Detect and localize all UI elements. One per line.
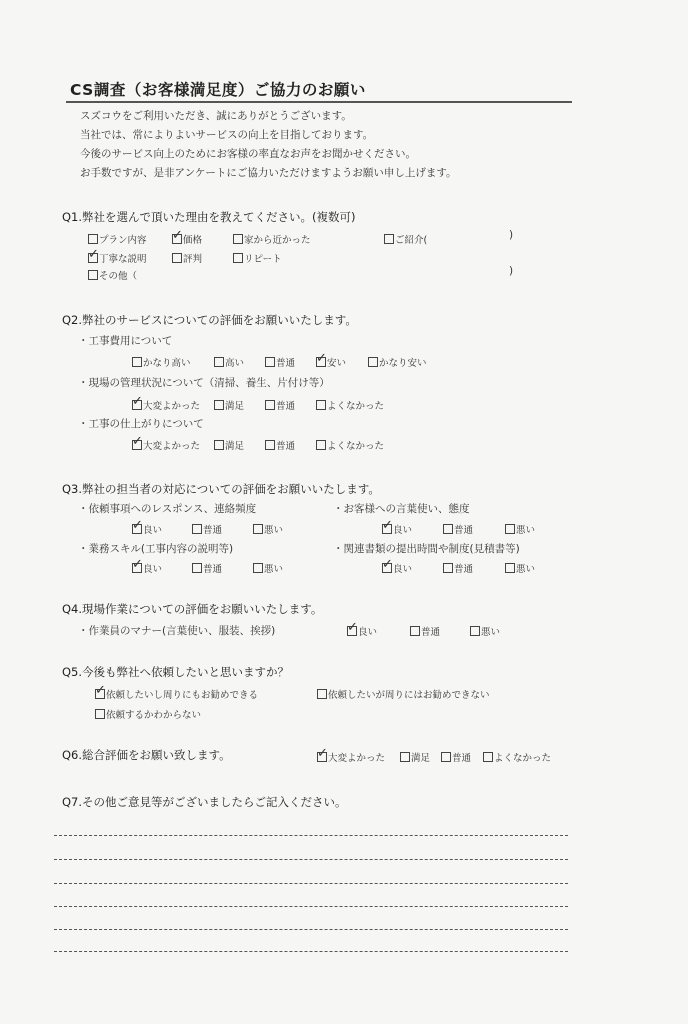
checkbox[interactable] [443,524,453,534]
q6-satisfied[interactable]: 満足 [400,750,430,764]
q2-finish-satisfied[interactable]: 満足 [214,438,244,452]
checkbox[interactable] [316,400,326,410]
checkbox[interactable] [132,557,143,573]
checkbox[interactable] [368,357,378,367]
checkbox[interactable] [384,234,394,244]
checkbox[interactable] [505,524,515,534]
q3-manners-normal[interactable]: 普通 [443,522,473,536]
comment-line-1[interactable] [54,835,568,836]
q1-option-plan[interactable]: プラン内容 [88,232,147,246]
q5-no-recommend[interactable]: 依頼したいが周りにはお勧めできない [317,687,490,701]
q6-not-good[interactable]: よくなかった [483,750,551,764]
title-underline [66,101,572,103]
checkbox[interactable] [233,234,243,244]
handwritten-check-mark-icon: ✓ [172,228,183,243]
q2-site-normal[interactable]: 普通 [265,398,295,412]
handwritten-check-mark-icon: ✓ [347,620,358,635]
checkbox[interactable] [95,683,106,699]
q1-other-close-paren: ) [509,265,514,277]
checkbox[interactable] [265,440,275,450]
q1-option-price[interactable]: ✓ 価格 [172,228,203,246]
checkbox[interactable] [214,400,224,410]
q6-question: Q6.総合評価をお願い致します。 [62,748,231,762]
q5-unsure[interactable]: 依頼するかわからない [95,707,201,721]
q5-recommend[interactable]: ✓ 依頼したいし周りにもお勧めできる [95,683,259,701]
checkbox[interactable] [253,563,263,573]
comment-line-2[interactable] [54,859,568,860]
handwritten-check-mark-icon: ✓ [382,557,393,572]
q3-documents-normal[interactable]: 普通 [443,561,473,575]
checkbox[interactable] [88,247,99,263]
handwritten-check-mark-icon: ✓ [132,434,143,449]
checkbox[interactable] [441,752,451,762]
checkbox[interactable] [132,434,143,450]
q2-site-very-good[interactable]: ✓ 大変よかった [132,394,201,412]
q2-cost-cheap[interactable]: ✓ 安い [316,351,347,369]
handwritten-check-mark-icon: ✓ [88,247,99,262]
handwritten-check-mark-icon: ✓ [382,518,393,533]
intro-line-2: 当社では、常によりよいサービスの向上を目指しております。 [80,129,374,141]
checkbox[interactable] [233,253,243,263]
q1-option-reputation[interactable]: 評判 [172,251,202,265]
checkbox[interactable] [400,752,410,762]
handwritten-check-mark-icon: ✓ [316,351,327,366]
q2-cost-very-cheap[interactable]: かなり安い [368,355,427,369]
handwritten-check-mark-icon: ✓ [132,518,143,533]
q4-question: Q4.現場作業についての評価をお願いいたします。 [62,602,323,616]
checkbox[interactable] [470,626,480,636]
q1-option-near-home[interactable]: 家から近かった [233,232,311,246]
checkbox[interactable] [88,270,98,280]
checkbox[interactable] [443,563,453,573]
checkbox[interactable] [317,689,327,699]
q3-documents-bad[interactable]: 悪い [505,561,535,575]
q3-response-bad[interactable]: 悪い [253,522,283,536]
q3-skills-normal[interactable]: 普通 [192,561,222,575]
checkbox[interactable] [347,620,358,636]
q6-normal[interactable]: 普通 [441,750,471,764]
checkbox[interactable] [172,253,182,263]
q7-question: Q7.その他ご意見等がございましたらご記入ください。 [62,795,347,809]
q3-response-good[interactable]: ✓ 良い [132,518,163,536]
comment-line-4[interactable] [54,906,568,907]
q2-question: Q2.弊社のサービスについての評価をお願いいたします。 [62,313,357,327]
q3-skills-bad[interactable]: 悪い [253,561,283,575]
q1-option-other[interactable]: その他（ [88,268,137,282]
handwritten-check-mark-icon: ✓ [132,557,143,572]
intro-line-4: お手数ですが、是非アンケートにご協力いただけますようお願い申し上げます。 [80,167,457,179]
q2-cost-very-high[interactable]: かなり高い [132,355,191,369]
intro-line-1: スズコウをご利用いただき、誠にありがとうございます。 [80,110,352,122]
comment-line-3[interactable] [54,883,568,884]
q2-finish-normal[interactable]: 普通 [265,438,295,452]
q3-documents-good[interactable]: ✓ 良い [382,557,413,575]
checkbox[interactable] [214,440,224,450]
checkbox[interactable] [172,228,183,244]
checkbox[interactable] [253,524,263,534]
q2-item-finish: ・工事の仕上がりについて [78,418,204,430]
checkbox[interactable] [265,400,275,410]
comment-line-5[interactable] [54,929,568,930]
checkbox[interactable] [316,351,327,367]
q3-question: Q3.弊社の担当者の対応についての評価をお願いいたします。 [62,482,380,496]
checkbox[interactable] [132,357,142,367]
intro-line-3: 今後のサービス向上のためにお客様の率直なお声をお聞かせください。 [80,148,416,160]
q3-skills-good[interactable]: ✓ 良い [132,557,163,575]
q4-item-manners: ・作業員のマナー(言葉使い、服装、挨拶) [78,625,276,637]
checkbox[interactable] [483,752,493,762]
checkbox[interactable] [265,357,275,367]
q3-item-response: ・依頼事項へのレスポンス、連絡頻度 [78,503,257,515]
q4-good[interactable]: ✓ 良い [347,620,378,638]
q4-bad[interactable]: 悪い [470,624,500,638]
checkbox[interactable] [214,357,224,367]
page-title: CS調査（お客様満足度）ご協力のお願い [70,81,366,99]
q3-response-normal[interactable]: 普通 [192,522,222,536]
handwritten-check-mark-icon: ✓ [95,683,106,698]
checkbox[interactable] [95,709,105,719]
q3-item-documents: ・関連書類の提出時間や制度(見積書等) [333,543,520,555]
handwritten-check-mark-icon: ✓ [132,394,143,409]
checkbox[interactable] [192,524,202,534]
checkbox[interactable] [505,563,515,573]
comment-line-6[interactable] [54,951,568,952]
q1-referral-close-paren: ) [509,229,514,241]
q6-very-good[interactable]: ✓ 大変よかった [317,746,386,764]
handwritten-check-mark-icon: ✓ [317,746,328,761]
q5-question: Q5.今後も弊社へ依頼したいと思いますか？ [62,665,290,679]
q2-finish-very-good[interactable]: ✓ 大変よかった [132,434,201,452]
q1-option-careful-explanation[interactable]: ✓ 丁寧な説明 [88,247,147,265]
checkbox[interactable] [132,518,143,534]
q1-question: Q1.弊社を選んで頂いた理由を教えてください。(複数可) [62,210,356,224]
q2-cost-normal[interactable]: 普通 [265,355,295,369]
q2-item-site-management: ・現場の管理状況について（清掃、養生、片付け等） [78,377,330,389]
checkbox[interactable] [88,234,98,244]
q1-option-referral[interactable]: ご紹介( [384,232,427,246]
q2-site-satisfied[interactable]: 満足 [214,398,244,412]
q4-normal[interactable]: 普通 [410,624,440,638]
checkbox[interactable] [132,394,143,410]
checkbox[interactable] [382,518,393,534]
q2-site-not-good[interactable]: よくなかった [316,398,384,412]
checkbox[interactable] [192,563,202,573]
checkbox[interactable] [316,440,326,450]
q3-manners-bad[interactable]: 悪い [505,522,535,536]
q2-finish-not-good[interactable]: よくなかった [316,438,384,452]
q3-item-skills: ・業務スキル(工事内容の説明等) [78,543,234,555]
q3-manners-good[interactable]: ✓ 良い [382,518,413,536]
q2-item-cost: ・工事費用について [78,335,173,347]
q2-cost-high[interactable]: 高い [214,355,244,369]
checkbox[interactable] [382,557,393,573]
q1-option-repeat[interactable]: リピート [233,251,282,265]
checkbox[interactable] [410,626,420,636]
checkbox[interactable] [317,746,328,762]
q3-item-manners: ・お客様への言葉使い、態度 [333,503,470,515]
